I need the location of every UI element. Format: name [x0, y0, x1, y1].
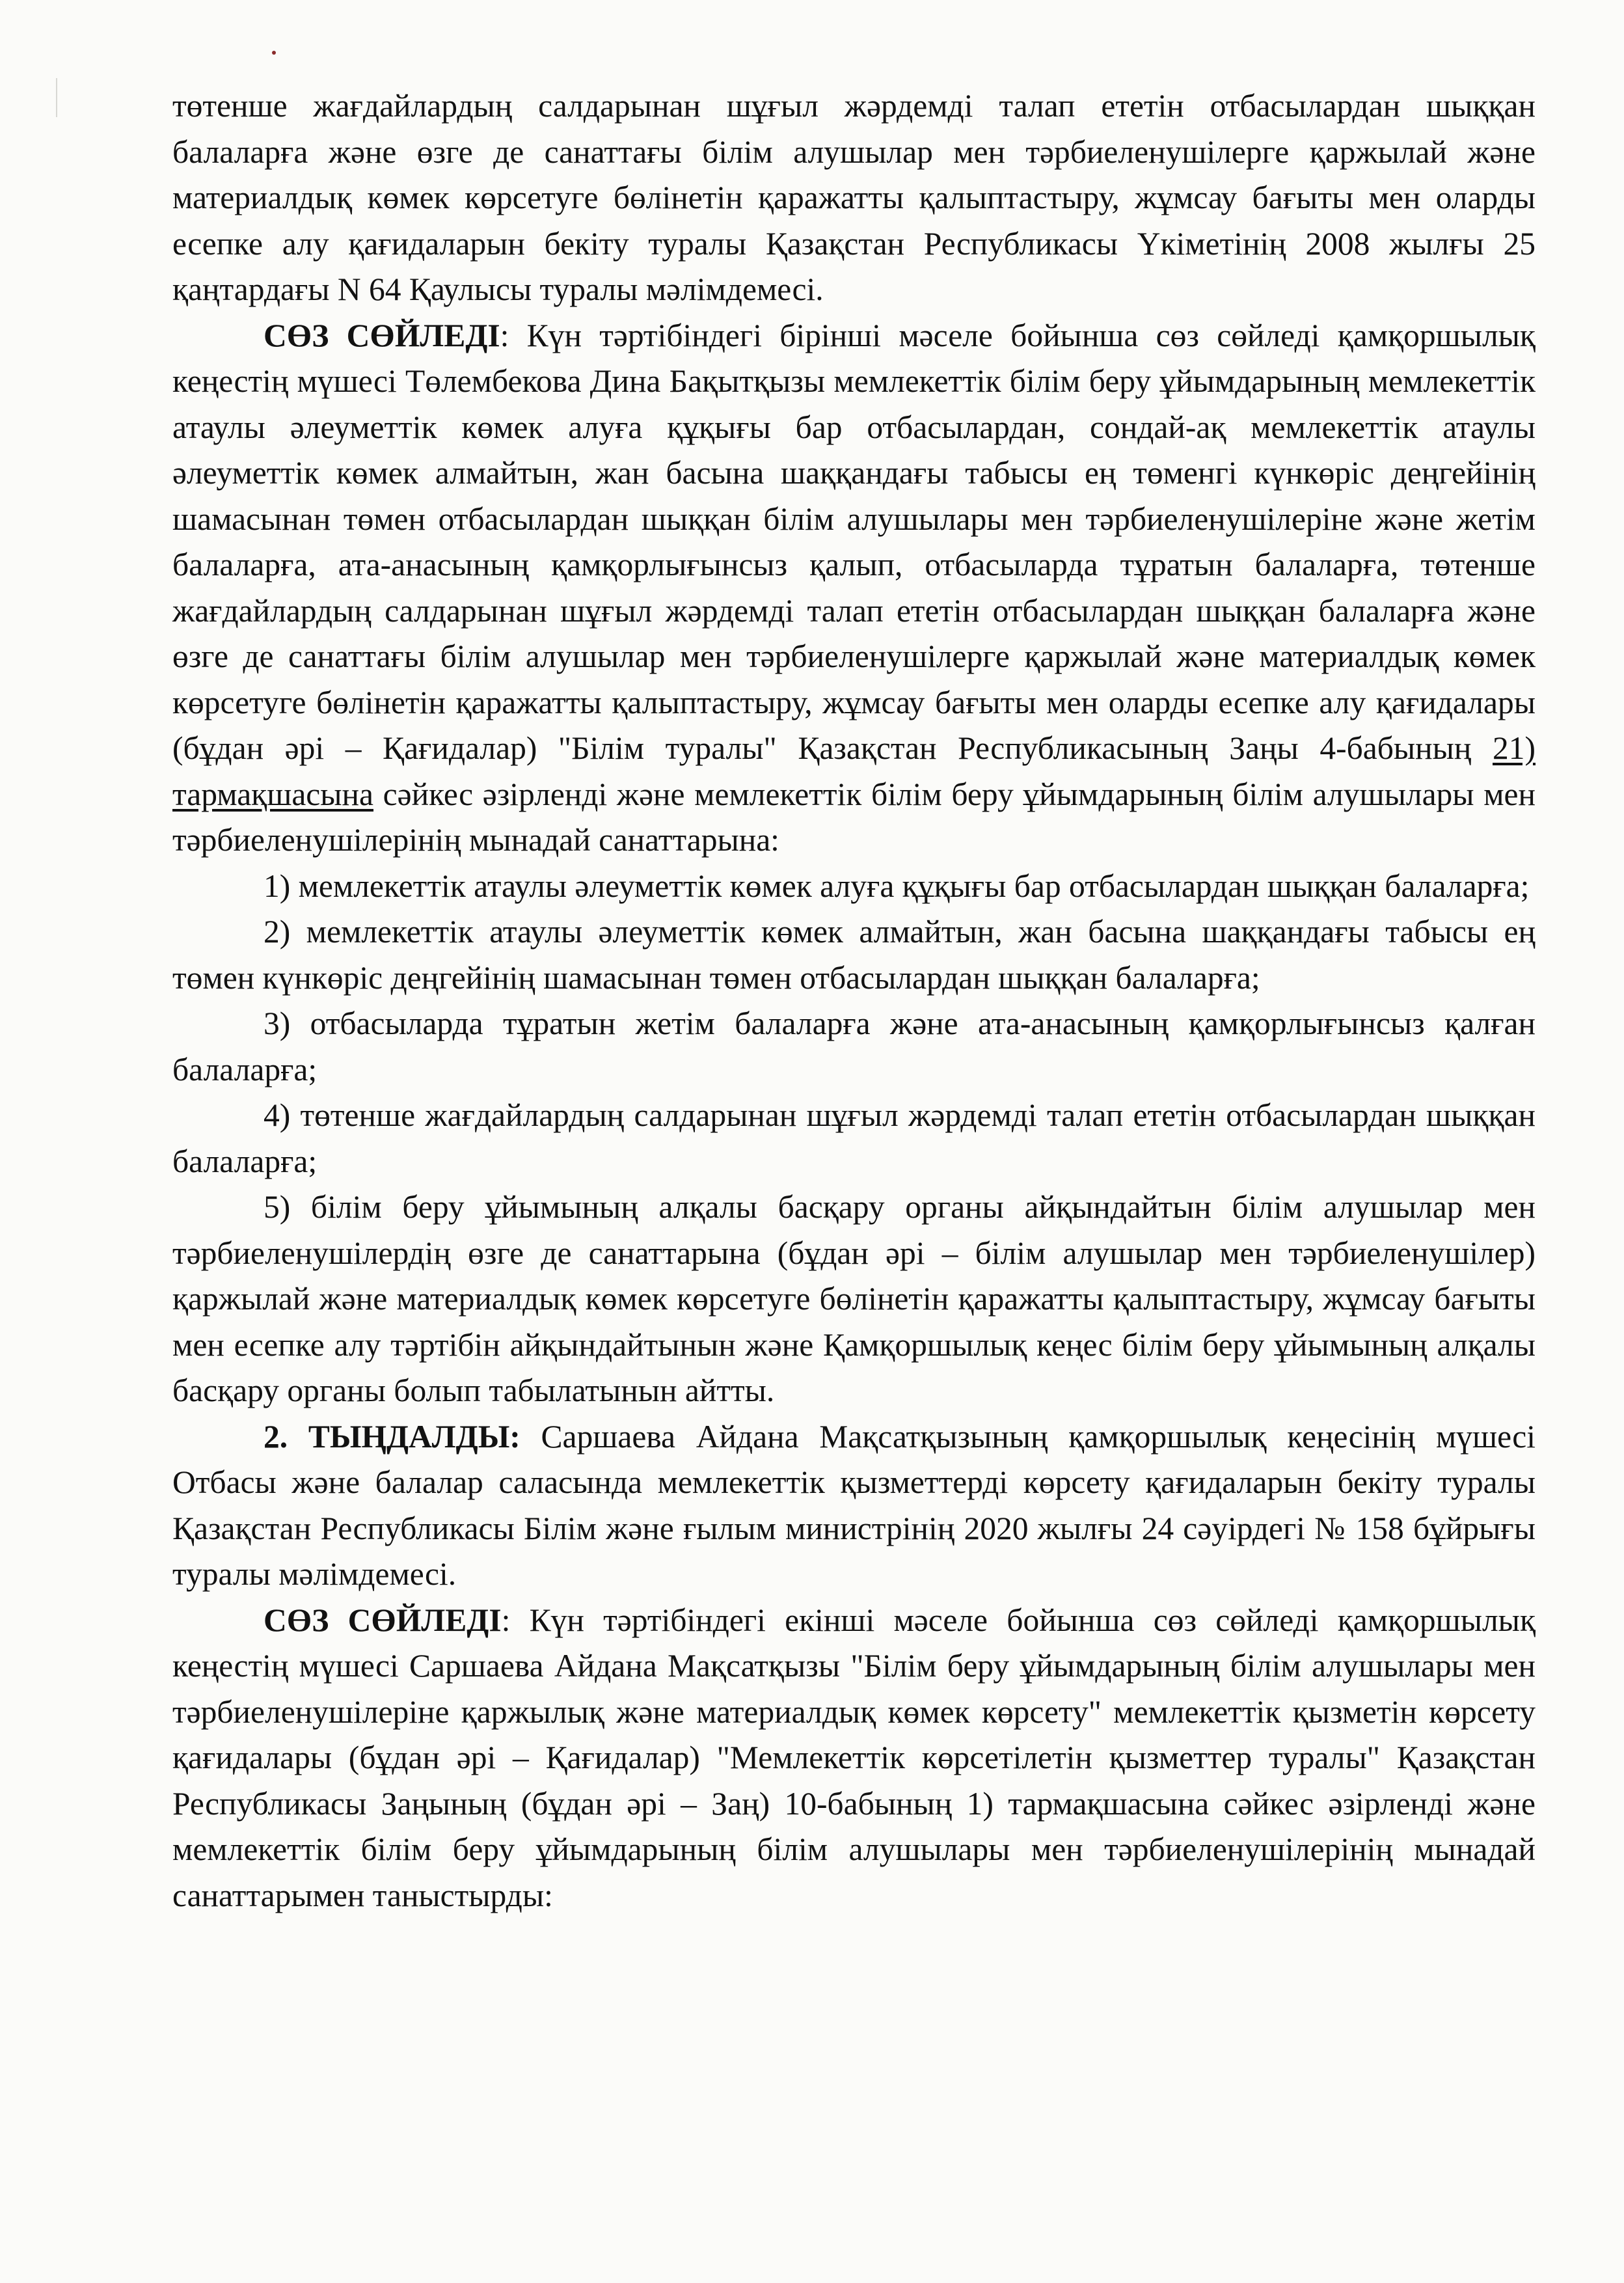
document-page: [172, 83, 1536, 1919]
paragraph-heard-2: [172, 1414, 1536, 1598]
paragraph-speech-2: [172, 1598, 1536, 1919]
list-item: 1) мемлекеттік атаулы әлеуметтік көмек алуға құқығы бар отбасылардан шыққан балаларға;: [264, 868, 1530, 904]
speech-label: СӨЗ СӨЙЛЕДІ: [264, 1602, 502, 1638]
list-item: 4) төтенше жағдайлардың салдарынан шұғыл жәрдемді талап ететін отбасылардан шыққан балаларға;: [172, 1097, 1536, 1179]
scan-edge-mark: [56, 78, 57, 117]
speech-text: : Күн тәртібіндегі екінші мәселе бойынша сөз сөйледі қамқоршылық кеңестің мүшесі Саршаева Айдана Мақсатқызы "Білім беру ұйымдарының білім алушылары мен тәрбиеленушілеріне қаржылық және материалдық көмек көрсету" мемлекеттік қызметін көрсету қағидалары (бұдан әрі – Қағидалар) "Мемлекеттік көрсетілетін қызметтер туралы" Қазақстан Республикасы Заңының (бұдан әрі – Заң) 10-бабының 1) тармақшасына сәйкес әзірленді және мемлекеттік білім беру ұйымдарының білім алушылары мен тәрбиеленушілерінің мынадай санаттарымен таныстырды:: [172, 1602, 1536, 1913]
heard-text: Саршаева Айдана Мақсатқызының қамқоршылық кеңесінің мүшесі Отбасы және балалар саласында мемлекеттік қызметтерді көрсету қағидаларын бекіту туралы Қазақстан Республикасы Білім және ғылым министрінің 2020 жылғы 24 сәуірдегі № 158 бұйрығы туралы мәлімдемесі.: [172, 1418, 1536, 1592]
list-item: 5) білім беру ұйымының алқалы басқару органы айқындайтын білім алушылар мен тәрбиеленушілердің өзге де санаттарына (бұдан әрі – білім алушылар мен тәрбиеленушілер) қаржылай және материалдық көмек көрсетуге бөлінетін қаражатты қалыптастыру, жұмсау бағыты мен есепке алу тәртібін айқындайтынын және Қамқоршылық кеңес білім беру ұйымының алқалы басқару органы болып табылатынын айтты.: [172, 1189, 1536, 1408]
paragraph-continuation: төтенше жағдайлардың салдарынан шұғыл жәрдемді талап ететін отбасылардан шыққан балаларға және өзге де санаттағы білім алушылар мен тәрбиеленушілерге қаржылай және материалдық көмек көрсетуге бөлінетін қаражатты қалыптастыру, жұмсау бағыты мен оларды есепке алу қағидаларын бекіту туралы Қазақстан Республикасы Үкіметінің 2008 жылғы 25 қаңтардағы N 64 Қаулысы туралы мәлімдемесі.: [172, 88, 1536, 307]
heard-label: 2. ТЫҢДАЛДЫ:: [264, 1418, 521, 1455]
paragraph-speech-1: [172, 313, 1536, 864]
speech-text: : Күн тәртібіндегі бірінші мәселе бойынша сөз сөйледі қамқоршылық кеңестің мүшесі Төлембекова Дина Бақытқызы мемлекеттік білім беру ұйымдарының мемлекеттік атаулы әлеуметтік көмек алуға құқығы бар отбасылардан, сондай-ақ мемлекеттік атаулы әлеуметтік көмек алмайтын, жан басына шаққандағы табысы ең төменгі күнкөріс деңгейінің шамасынан төмен отбасылардан шыққан білім алушылары мен тәрбиеленушілеріне және жетім балаларға, ата-анасының қамқорлығынсыз қалып, отбасыларда тұратын балаларға, төтенше жағдайлардың салдарынан шұғыл жәрдемді талап ететін отбасылардан шыққан балаларға және өзге де санаттағы білім алушылар мен тәрбиеленушілерге қаржылай және материалдық көмек көрсетуге бөлінетін қаражатты қалыптастыру, жұмсау бағыты мен оларды есепке алу қағидалары (бұдан әрі – Қағидалар) "Білім туралы" Қазақстан Республикасының Заңы 4-бабының: [172, 317, 1536, 766]
law-reference-link[interactable]: 21) тармақшасына: [172, 730, 1536, 812]
list-item: 2) мемлекеттік атаулы әлеуметтік көмек алмайтын, жан басына шаққандағы табысы ең төмен күнкөріс деңгейінің шамасынан төмен отбасылардан шыққан балаларға;: [172, 914, 1536, 996]
ink-speck: [272, 51, 276, 55]
speech-text-end: сәйкес әзірленді және мемлекеттік білім беру ұйымдарының білім алушылары мен тәрбиеленушілерінің мынадай санаттарына:: [172, 776, 1536, 858]
speech-label: СӨЗ СӨЙЛЕДІ: [264, 317, 500, 353]
list-item: 3) отбасыларда тұратын жетім балаларға және ата-анасының қамқорлығынсыз қалған балаларға;: [172, 1005, 1536, 1087]
